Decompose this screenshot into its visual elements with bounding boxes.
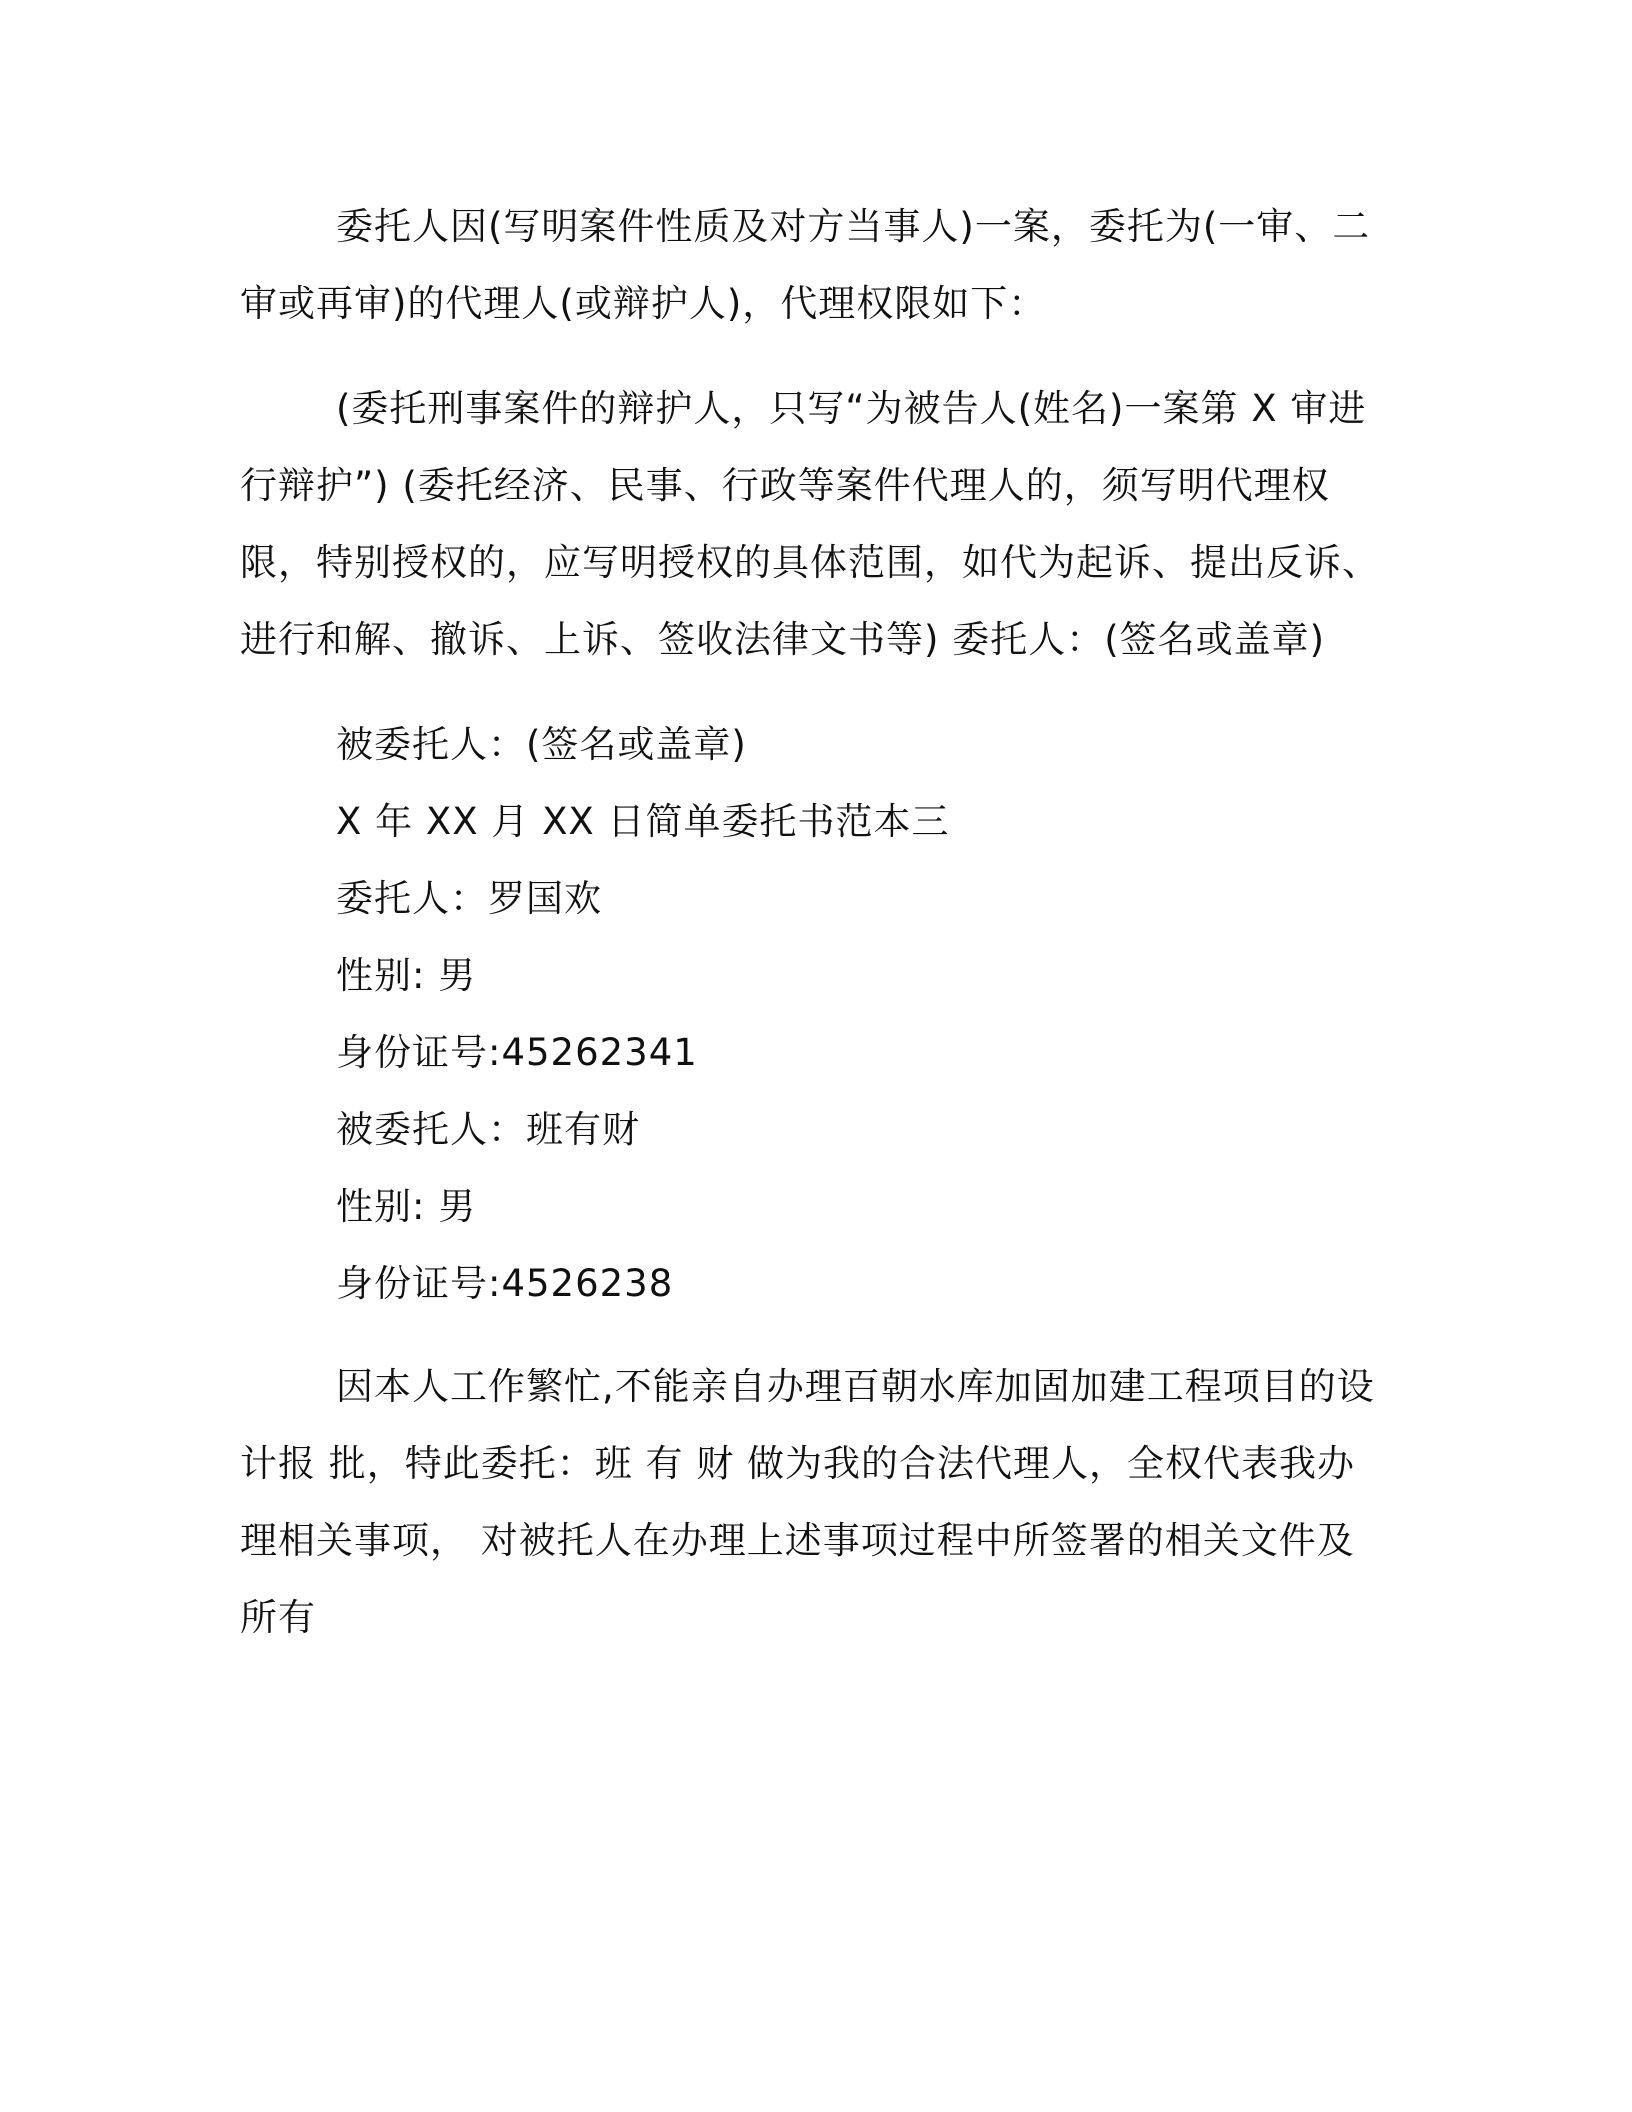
line-principal-gender: 性别: 男	[336, 954, 477, 997]
line-trustee-id: 身份证号:4526238	[336, 1262, 674, 1305]
document-body	[240, 188, 1390, 1656]
line-date-template-title: X 年 XX 月 XX 日简单委托书范本三	[336, 800, 950, 843]
paragraph-delegation-scope: 委托人因(写明案件性质及对方当事人)一案，委托为(一审、二审或再审)的代理人(或辩护人)，代理权限如下：	[240, 205, 1371, 325]
line-trustee-gender: 性别: 男	[336, 1185, 477, 1228]
line-trustee-name: 被委托人：班有财	[336, 1108, 640, 1151]
paragraph-closing-authorization: 因本人工作繁忙,不能亲自办理百朝水库加固加建工程项目的设计报 批，特此委托：班 有 财 做为我的合法代理人，全权代表我办理相关事项， 对被托人在办理上述事项过程中所签署的相关文件及所有	[240, 1365, 1375, 1639]
line-principal-name: 委托人：罗国欢	[336, 877, 602, 920]
line-trustee-signature: 被委托人：(签名或盖章)	[336, 723, 747, 766]
paragraph-authority-details: (委托刑事案件的辩护人，只写“为被告人(姓名)一案第 X 审进行辩护”) (委托经济、民事、行政等案件代理人的，须写明代理权限，特别授权的，应写明授权的具体范围，如代为起诉、提出反诉、进行和解、撤诉、上诉、签收法律文书等) 委托人：(签名或盖章)	[240, 387, 1380, 661]
line-principal-id: 身份证号:45262341	[336, 1031, 698, 1074]
